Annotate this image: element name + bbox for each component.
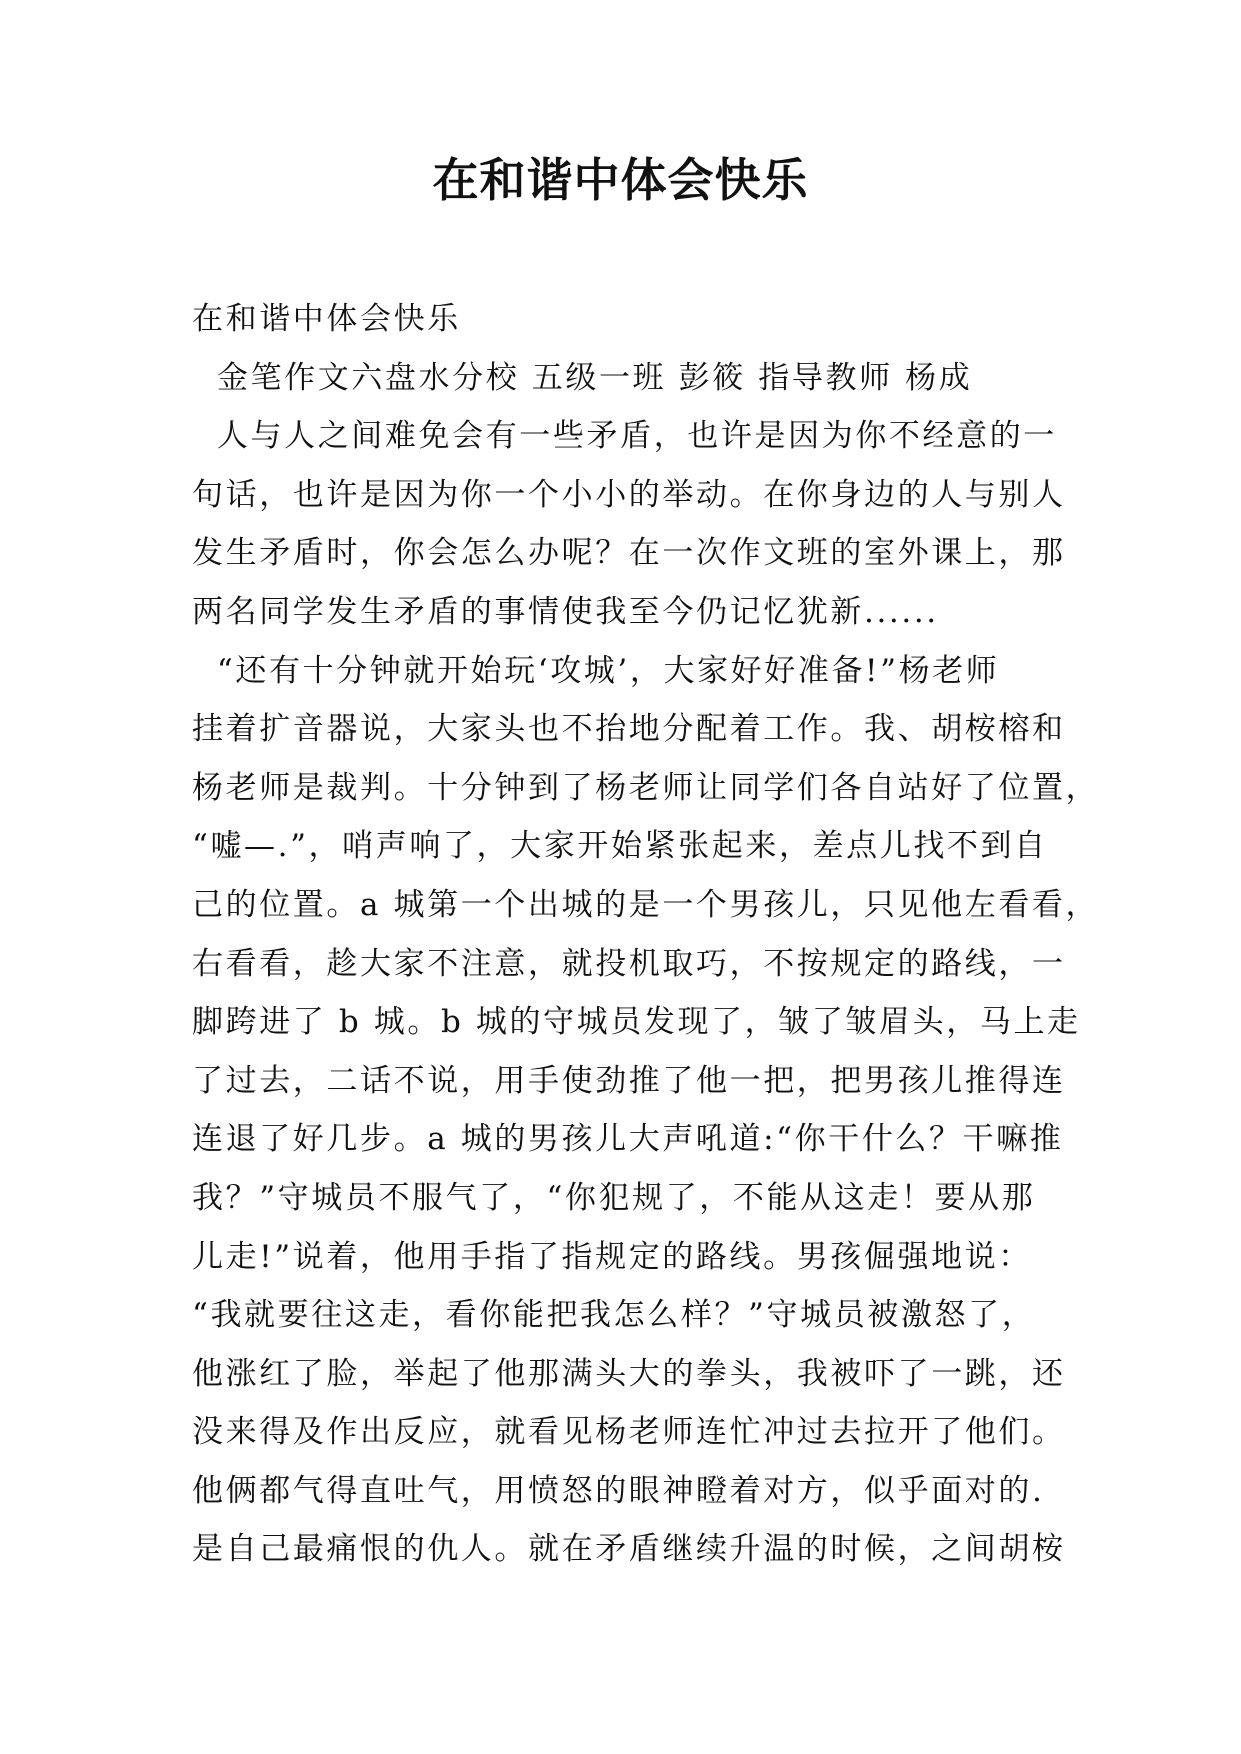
text-line: 在和谐中体会快乐: [192, 301, 461, 337]
text-line: 他俩都气得直吐气，用愤怒的眼神瞪着对方，似乎面对的.: [192, 1472, 1045, 1509]
text-line: 己的位置。a 城第一个出城的是一个男孩儿，只见他左看看，: [192, 886, 1100, 923]
document-title: 在和谐中体会快乐: [432, 153, 809, 207]
text-line: 我？”守城员不服气了，“你犯规了，不能从这走！要从那: [192, 1179, 1036, 1216]
text-line: 了过去，二话不说，用手使劲推了他一把，把男孩儿推得连: [192, 1062, 1066, 1099]
text-line: 挂着扩音器说，大家头也不抬地分配着工作。我、胡桉榕和: [192, 711, 1066, 748]
text-line: 他涨红了脸，举起了他那满头大的拳头，我被吓了一跳，还: [192, 1355, 1066, 1392]
text-line: 金笔作文六盘水分校 五级一班 彭筱 指导教师 杨成: [192, 359, 973, 396]
text-line: 两名同学发生矛盾的事情使我至今仍记忆犹新......: [192, 593, 939, 630]
text-line: “还有十分钟就开始玩‘攻城’，大家好好准备!”杨老师: [192, 652, 1000, 689]
text-line: 脚跨进了 b 城。b 城的守城员发现了，皱了皱眉头，马上走: [192, 1004, 1081, 1041]
text-line: 杨老师是裁判。十分钟到了杨老师让同学们各自站好了位置，: [192, 769, 1100, 806]
text-line: 儿走!”说着，他用手指了指规定的路线。男孩倔强地说：: [192, 1238, 1032, 1275]
text-line: 人与人之间难免会有一些矛盾，也许是因为你不经意的一: [192, 418, 1057, 455]
document-body: [192, 290, 1100, 1579]
text-line: “嘘—.”，哨声响了，大家开始紧张起来，差点儿找不到自: [192, 828, 1048, 865]
text-line: 没来得及作出反应，就看见杨老师连忙冲过去拉开了他们。: [192, 1414, 1066, 1451]
text-line: 句话，也许是因为你一个小小的举动。在你身边的人与别人: [192, 476, 1066, 513]
text-line: 右看看，趁大家不注意，就投机取巧，不按规定的路线，一: [192, 945, 1066, 982]
text-line: 是自己最痛恨的仇人。就在矛盾继续升温的时候，之间胡桉: [192, 1531, 1066, 1568]
text-line: 发生矛盾时，你会怎么办呢？在一次作文班的室外课上，那: [192, 535, 1066, 572]
text-line: “我就要往这走，看你能把我怎么样？”守城员被激怒了，: [192, 1297, 1036, 1334]
text-line: 连退了好几步。a 城的男孩儿大声吼道:“你干什么？干嘛推: [192, 1121, 1064, 1158]
